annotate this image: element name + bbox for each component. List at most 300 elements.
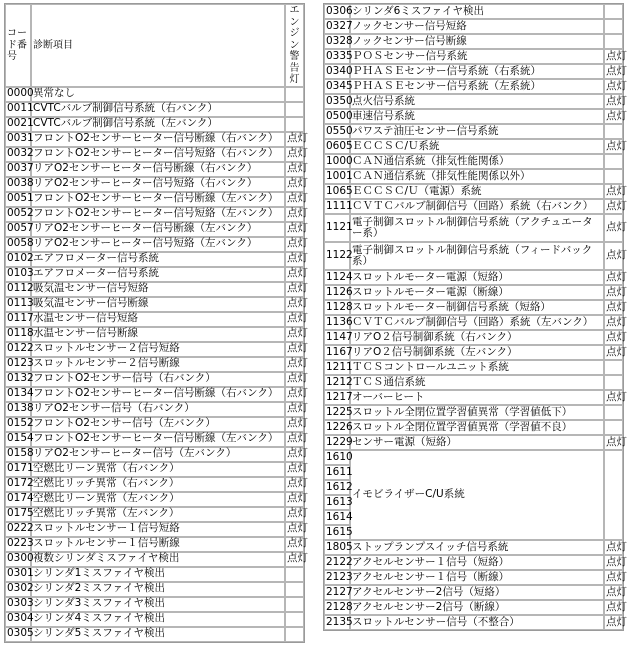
lamp-cell: 点灯 [285,447,304,462]
lamp-cell: 点灯 [604,300,623,315]
item-cell: リアO2センサーヒーター信号短絡（左バンク） [31,237,285,252]
item-cell: スロットルセンサー信号（不整合） [350,615,604,630]
lamp-cell [604,450,623,540]
item-cell: ノックセンサー信号短絡 [350,19,604,34]
lamp-cell: 点灯 [604,49,623,64]
item-cell: ストップランプスイッチ信号系統 [350,540,604,555]
code-cell: 0175 [5,507,31,522]
table-row [5,537,304,552]
code-cell: 0031 [5,132,31,147]
table-row [5,147,304,162]
lamp-cell [604,420,623,435]
table-row [5,507,304,522]
code-cell: 0123 [5,357,31,372]
code-cell: 1147 [324,330,350,345]
table-row [5,102,304,117]
table-row [324,4,623,19]
lamp-cell: 点灯 [285,537,304,552]
code-cell: 1611 [324,465,350,480]
lamp-cell: 点灯 [604,94,623,109]
lamp-cell [285,117,304,132]
item-cell: シリンダ2ミスファイヤ検出 [31,582,285,597]
lamp-cell [604,154,623,169]
table-row [5,132,304,147]
lamp-cell: 点灯 [285,192,304,207]
table-row [324,330,623,345]
lamp-cell: 点灯 [285,432,304,447]
code-cell: 0113 [5,297,31,312]
item-cell: ＰＯＳセンサー信号系統 [350,49,604,64]
table-row [324,315,623,330]
item-cell: シリンダ3ミスファイヤ検出 [31,597,285,612]
lamp-cell: 点灯 [285,282,304,297]
lamp-cell: 点灯 [285,372,304,387]
item-cell: スロットル全閉位置学習値異常（学習値不良） [350,420,604,435]
lamp-cell: 点灯 [285,342,304,357]
lamp-cell [285,612,304,627]
item-cell: 電子制御スロットル制御信号系統（アクチュエーター系） [350,214,604,242]
lamp-header: エンジン警告灯 [285,4,304,87]
code-cell: 0000 [5,87,31,102]
code-cell: 0032 [5,147,31,162]
item-cell: パワステ油圧センサー信号系統 [350,124,604,139]
code-cell: 0134 [5,387,31,402]
right-table-body-b [324,270,627,450]
item-cell: アクセルセンサー2信号（断線） [350,600,604,615]
lamp-cell [604,124,623,139]
item-cell: スロットルセンサー１信号短絡 [31,522,285,537]
lamp-cell [604,360,623,375]
code-cell: 1122 [324,242,350,270]
dtc-table-right [323,3,627,631]
table-row [5,612,304,627]
lamp-cell: 点灯 [285,177,304,192]
code-cell: 0345 [324,79,350,94]
item-cell: 点火信号系統 [350,94,604,109]
code-cell: 0058 [5,237,31,252]
table-row [5,462,304,477]
table-row [324,242,623,270]
item-cell: スロットル全閉位置学習値異常（学習値低下） [350,405,604,420]
table-row [324,34,623,49]
code-cell: 0171 [5,462,31,477]
table-row [324,345,623,360]
lamp-cell: 点灯 [285,552,304,567]
table-row [5,477,304,492]
code-cell: 0304 [5,612,31,627]
code-cell: 2127 [324,585,350,600]
item-cell: 複数シリンダミスファイヤ検出 [31,552,285,567]
item-cell: リアO2センサーヒーター信号短絡（右バンク） [31,177,285,192]
code-cell: 0303 [5,597,31,612]
lamp-cell: 点灯 [285,297,304,312]
item-cell: リアO2センサーヒーター信号（左バンク） [31,447,285,462]
table-row [5,297,304,312]
table-row [5,567,304,582]
table-row [324,360,623,375]
table-row [5,372,304,387]
item-cell: 吸気温センサー信号短絡 [31,282,285,297]
item-cell: フロントO2センサー信号（左バンク） [31,417,285,432]
table-row [5,267,304,282]
lamp-cell: 点灯 [285,327,304,342]
lamp-cell: 点灯 [604,270,623,285]
table-row [5,522,304,537]
table-row [324,139,623,154]
code-cell: 0327 [324,19,350,34]
table-row [324,390,623,405]
item-cell: アクセルセンサー2信号（短絡） [350,585,604,600]
item-cell: フロントO2センサーヒーター信号断線（左バンク） [31,432,285,447]
item-cell: フロントO2センサーヒーター信号断線（右バンク） [31,132,285,147]
table-row [324,214,623,242]
code-cell: 0223 [5,537,31,552]
table-row [324,450,623,465]
lamp-cell: 点灯 [285,207,304,222]
right-table-body-wrap [324,214,627,270]
code-cell: 0051 [5,192,31,207]
table-row [324,375,623,390]
code-cell: 0122 [5,342,31,357]
lamp-cell: 点灯 [604,79,623,94]
item-cell: 車速信号系統 [350,109,604,124]
code-cell: 1000 [324,154,350,169]
table-row [5,627,304,642]
table-row [5,252,304,267]
table-row [5,237,304,252]
code-cell: 1001 [324,169,350,184]
table-row [324,570,623,585]
lamp-cell [604,169,623,184]
table-row [324,79,623,94]
code-cell: 0118 [5,327,31,342]
lamp-cell [285,627,304,642]
left-table-body [5,87,308,642]
lamp-cell: 点灯 [604,540,623,555]
item-cell: 電子制御スロットル制御信号系統（フィードバック系） [350,242,604,270]
lamp-cell: 点灯 [285,132,304,147]
code-cell: 0132 [5,372,31,387]
table-row [324,154,623,169]
item-cell: リアO2センサー信号（右バンク） [31,402,285,417]
code-cell: 1805 [324,540,350,555]
table-row [5,312,304,327]
code-cell: 0158 [5,447,31,462]
lamp-cell: 点灯 [604,184,623,199]
item-cell: ＴＣＳ通信系統 [350,375,604,390]
item-cell: ＴＣＳコントロールユニット系統 [350,360,604,375]
table-header [5,4,304,87]
table-row [324,64,623,79]
lamp-cell [604,34,623,49]
lamp-cell [285,87,304,102]
item-cell: ＥＣＣＳＣ/Ｕ系統 [350,139,604,154]
lamp-cell: 点灯 [604,615,623,630]
lamp-cell [285,582,304,597]
lamp-cell: 点灯 [604,345,623,360]
code-cell: 1128 [324,300,350,315]
item-cell: イモビライザーC/U系統 [350,450,604,540]
lamp-cell: 点灯 [285,507,304,522]
item-cell: フロントO2センサーヒーター信号断線（右バンク） [31,387,285,402]
item-cell: フロントO2センサーヒーター信号短絡（右バンク） [31,147,285,162]
item-cell: フロントO2センサー信号（右バンク） [31,372,285,387]
code-cell: 0052 [5,207,31,222]
table-row [324,300,623,315]
table-row [324,405,623,420]
code-cell: 2135 [324,615,350,630]
item-cell: ＰＨＡＳＥセンサー信号系統（右系統） [350,64,604,79]
code-cell: 0500 [324,109,350,124]
table-row [324,600,623,615]
code-cell: 2128 [324,600,350,615]
table-row [324,94,623,109]
code-cell: 1610 [324,450,350,465]
lamp-cell: 点灯 [604,242,623,270]
lamp-cell: 点灯 [285,387,304,402]
table-row [5,417,304,432]
lamp-cell [604,19,623,34]
lamp-cell: 点灯 [604,199,623,214]
code-cell: 1225 [324,405,350,420]
item-cell: リアO2センサーヒーター信号断線（右バンク） [31,162,285,177]
code-cell: 0011 [5,102,31,117]
code-cell: 1217 [324,390,350,405]
lamp-cell [604,375,623,390]
item-cell: 空燃比リーン異常（左バンク） [31,492,285,507]
item-cell: CVTCバルブ制御信号系統（右バンク） [31,102,285,117]
item-cell: ＥＣＣＳＣ/Ｕ（電源）系統 [350,184,604,199]
table-row [5,207,304,222]
item-cell: エアフロメーター信号系統 [31,252,285,267]
code-cell: 0328 [324,34,350,49]
code-cell: 0117 [5,312,31,327]
lamp-cell: 点灯 [604,570,623,585]
item-cell: 空燃比リッチ異常（左バンク） [31,507,285,522]
lamp-cell: 点灯 [285,492,304,507]
code-header: コード番号 [5,4,31,87]
item-cell: スロットルセンサー２信号短絡 [31,342,285,357]
item-cell: フロントO2センサーヒーター信号断線（左バンク） [31,192,285,207]
table-row [5,87,304,102]
item-cell: センサー電源（短絡） [350,435,604,450]
item-header: 診断項目 [31,4,285,87]
code-cell: 0335 [324,49,350,64]
table-row [324,49,623,64]
code-cell: 0302 [5,582,31,597]
code-cell: 2122 [324,555,350,570]
code-cell: 1613 [324,495,350,510]
lamp-cell: 点灯 [604,330,623,345]
table-row [324,124,623,139]
code-cell: 0152 [5,417,31,432]
item-cell: シリンダ4ミスファイヤ検出 [31,612,285,627]
table-row [5,282,304,297]
item-cell: リアO2センサーヒーター信号断線（左バンク） [31,222,285,237]
code-cell: 0138 [5,402,31,417]
lamp-cell: 点灯 [285,252,304,267]
item-cell: シリンダ1ミスファイヤ検出 [31,567,285,582]
table-row [324,585,623,600]
lamp-cell: 点灯 [285,312,304,327]
lamp-cell: 点灯 [604,585,623,600]
code-cell: 0112 [5,282,31,297]
lamp-cell: 点灯 [285,222,304,237]
code-cell: 0300 [5,552,31,567]
table-row [5,177,304,192]
code-cell: 0037 [5,162,31,177]
table-row [5,387,304,402]
lamp-cell: 点灯 [604,390,623,405]
item-cell: シリンダ5ミスファイヤ検出 [31,627,285,642]
code-cell: 0057 [5,222,31,237]
item-cell: ＣＡＮ通信系統（排気性能関係以外） [350,169,604,184]
code-cell: 0306 [324,4,350,19]
table-row [324,420,623,435]
item-cell: CVTCバルブ制御信号系統（左バンク） [31,117,285,132]
lamp-cell: 点灯 [285,402,304,417]
code-cell: 0102 [5,252,31,267]
code-cell: 0103 [5,267,31,282]
right-table-body-a [324,4,627,214]
table-row [324,109,623,124]
lamp-cell: 点灯 [285,477,304,492]
code-cell: 1124 [324,270,350,285]
table-row [324,169,623,184]
code-cell: 0021 [5,117,31,132]
table-row [324,540,623,555]
table-row [324,270,623,285]
code-cell: 0154 [5,432,31,447]
lamp-cell [604,4,623,19]
table-row [5,342,304,357]
code-cell: 2123 [324,570,350,585]
code-cell: 0305 [5,627,31,642]
item-cell: スロットルモーター制御信号系統（短絡） [350,300,604,315]
lamp-cell: 点灯 [604,109,623,124]
code-cell: 1612 [324,480,350,495]
code-cell: 0172 [5,477,31,492]
item-cell: スロットルセンサー２信号断線 [31,357,285,372]
code-cell: 1121 [324,214,350,242]
lamp-cell [285,597,304,612]
lamp-cell: 点灯 [285,162,304,177]
lamp-cell: 点灯 [285,522,304,537]
code-cell: 0605 [324,139,350,154]
code-cell: 0174 [5,492,31,507]
lamp-cell: 点灯 [604,285,623,300]
table-row [324,19,623,34]
table-row [324,615,623,630]
code-cell: 1111 [324,199,350,214]
dtc-table-left [4,3,308,643]
table-row [5,117,304,132]
lamp-cell: 点灯 [604,315,623,330]
code-cell: 1167 [324,345,350,360]
item-cell: リアO２信号制御系統（右バンク） [350,330,604,345]
lamp-cell [285,567,304,582]
item-cell: ＣＶＴＣバルブ制御信号（回路）系統（右バンク） [350,199,604,214]
item-cell: アクセルセンサー１信号（短絡） [350,555,604,570]
code-cell: 0550 [324,124,350,139]
item-cell: 異常なし [31,87,285,102]
item-cell: ノックセンサー信号断線 [350,34,604,49]
item-cell: 空燃比リーン異常（右バンク） [31,462,285,477]
item-cell: ＰＨＡＳＥセンサー信号系統（左系統） [350,79,604,94]
table-row [5,402,304,417]
code-cell: 0038 [5,177,31,192]
item-cell: 水温センサー信号短絡 [31,312,285,327]
item-cell: 空燃比リッチ異常（右バンク） [31,477,285,492]
code-cell: 1229 [324,435,350,450]
item-cell: ＣＶＴＣバルブ制御信号（回路）系統（左バンク） [350,315,604,330]
lamp-cell: 点灯 [604,555,623,570]
code-cell: 1136 [324,315,350,330]
table-row [324,285,623,300]
lamp-cell: 点灯 [285,462,304,477]
table-row [5,597,304,612]
table-row [5,327,304,342]
table-row [324,199,623,214]
code-cell: 0340 [324,64,350,79]
code-cell: 0301 [5,567,31,582]
item-cell: スロットルモーター電源（短絡） [350,270,604,285]
item-cell: ＣＡＮ通信系統（排気性能関係） [350,154,604,169]
table-row [5,447,304,462]
immobilizer-group [324,450,623,540]
item-cell: リアO２信号制御系統（左バンク） [350,345,604,360]
code-cell: 0350 [324,94,350,109]
item-cell: スロットルモーター電源（断線） [350,285,604,300]
table-row [5,432,304,447]
code-cell: 1212 [324,375,350,390]
item-cell: スロットルセンサー１信号断線 [31,537,285,552]
lamp-cell [285,102,304,117]
lamp-cell: 点灯 [604,600,623,615]
lamp-cell: 点灯 [604,139,623,154]
code-cell: 1615 [324,525,350,540]
table-row [5,492,304,507]
code-cell: 1226 [324,420,350,435]
code-cell: 1211 [324,360,350,375]
lamp-cell: 点灯 [604,214,623,242]
code-cell: 1065 [324,184,350,199]
lamp-cell: 点灯 [285,357,304,372]
table-row [5,582,304,597]
item-cell: フロントO2センサーヒーター信号短絡（左バンク） [31,207,285,222]
code-cell: 0222 [5,522,31,537]
lamp-cell: 点灯 [285,267,304,282]
lamp-cell: 点灯 [285,237,304,252]
item-cell: オーバーヒート [350,390,604,405]
lamp-cell: 点灯 [604,64,623,79]
table-row [5,162,304,177]
table-row [324,435,623,450]
item-cell: シリンダ6ミスファイヤ検出 [350,4,604,19]
lamp-cell: 点灯 [285,147,304,162]
code-cell: 1126 [324,285,350,300]
table-row [324,184,623,199]
table-row [324,555,623,570]
right-table-body-c [324,540,627,630]
table-row [5,552,304,567]
table-row [5,222,304,237]
item-cell: アクセルセンサー１信号（断線） [350,570,604,585]
lamp-cell: 点灯 [604,435,623,450]
item-cell: エアフロメーター信号系統 [31,267,285,282]
table-row [5,192,304,207]
code-cell: 1614 [324,510,350,525]
